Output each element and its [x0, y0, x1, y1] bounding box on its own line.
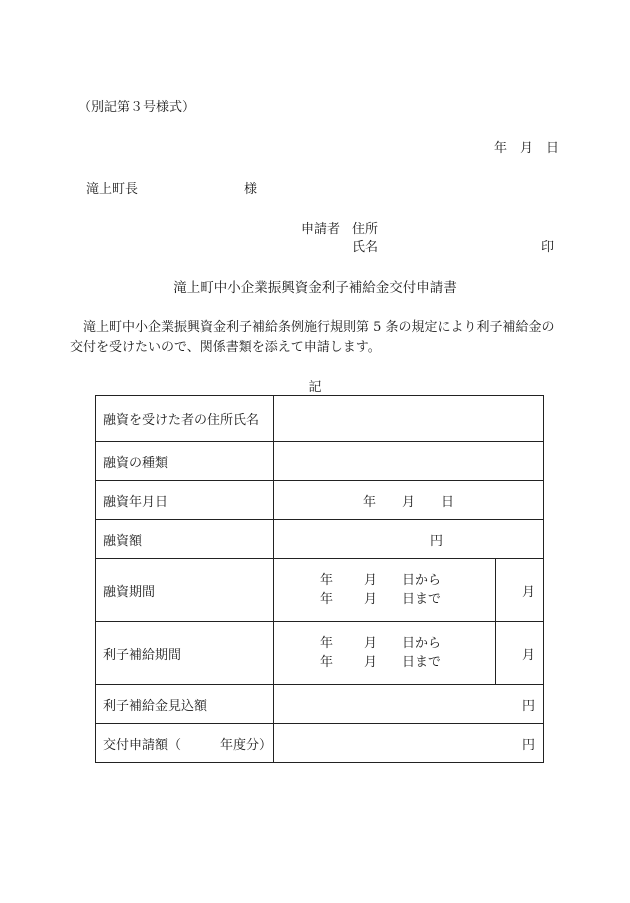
- table-row: [96, 685, 544, 724]
- row-label: 交付申請額（ 年度分）: [96, 724, 274, 763]
- month-unit: 月: [364, 573, 378, 588]
- loan-date-template: 年 月 日: [362, 494, 454, 510]
- requested-amount-field[interactable]: [274, 724, 544, 763]
- loan-period-months-field[interactable]: [496, 559, 544, 622]
- recipient-addressee: 滝上町長: [86, 182, 139, 197]
- yen-unit: 円: [521, 698, 535, 714]
- month-count-unit: 月: [521, 647, 535, 663]
- seal-label: 印: [541, 240, 555, 255]
- row-label: 融資を受けた者の住所氏名: [96, 396, 274, 442]
- loan-period-field[interactable]: [274, 559, 496, 622]
- document-title: 滝上町中小企業振興資金利子補給金交付申請書: [173, 280, 457, 296]
- date-line: 年 月 日: [494, 141, 560, 156]
- row-label: 融資額: [96, 520, 274, 559]
- subsidy-period-field[interactable]: [274, 622, 496, 685]
- period-to: 日まで: [402, 592, 442, 607]
- row-label: 融資期間: [96, 559, 274, 622]
- estimated-subsidy-field[interactable]: [274, 685, 544, 724]
- month-count-unit: 月: [521, 584, 535, 600]
- table-row: [96, 520, 544, 559]
- body-text: 滝上町中小企業振興資金利子補給条例施行規則第 5 条の規定により利子補給金の交付を受けたいので、関係書類を添えて申請します。: [70, 320, 555, 355]
- row-label: 利子補給金見込額: [96, 685, 274, 724]
- month-unit: 月: [364, 655, 378, 670]
- application-table: [95, 395, 544, 763]
- year-unit: 年: [320, 636, 334, 651]
- year-unit: 年: [320, 655, 334, 670]
- table-row: [96, 724, 544, 763]
- month-unit: 月: [364, 592, 378, 607]
- period-from: 日から: [402, 636, 442, 651]
- table-row: [96, 442, 544, 481]
- loan-amount-field[interactable]: [274, 520, 544, 559]
- recipient: [86, 178, 258, 197]
- period-to: 日まで: [402, 655, 442, 670]
- address-label: 住所: [352, 222, 379, 237]
- year-unit: 年: [320, 592, 334, 607]
- applicant-address-name-field[interactable]: [274, 396, 544, 442]
- loan-date-field[interactable]: [274, 481, 544, 520]
- row-label: 融資年月日: [96, 481, 274, 520]
- table-row: [96, 622, 544, 685]
- month-unit: 月: [364, 636, 378, 651]
- ki-label: 記: [308, 380, 322, 395]
- name-label: 氏名: [352, 240, 379, 255]
- loan-type-field[interactable]: [274, 442, 544, 481]
- subsidy-period-months-field[interactable]: [496, 622, 544, 685]
- table-row: [96, 396, 544, 442]
- period-from: 日から: [402, 573, 442, 588]
- table-row: [96, 559, 544, 622]
- row-label: 融資の種類: [96, 442, 274, 481]
- yen-unit: 円: [429, 533, 443, 549]
- yen-unit: 円: [521, 737, 535, 753]
- form-number: （別記第３号様式）: [78, 100, 196, 115]
- year-unit: 年: [320, 573, 334, 588]
- row-label: 利子補給期間: [96, 622, 274, 685]
- table-row: [96, 481, 544, 520]
- recipient-honorific: 様: [244, 182, 258, 197]
- applicant-label: 申請者: [301, 222, 341, 237]
